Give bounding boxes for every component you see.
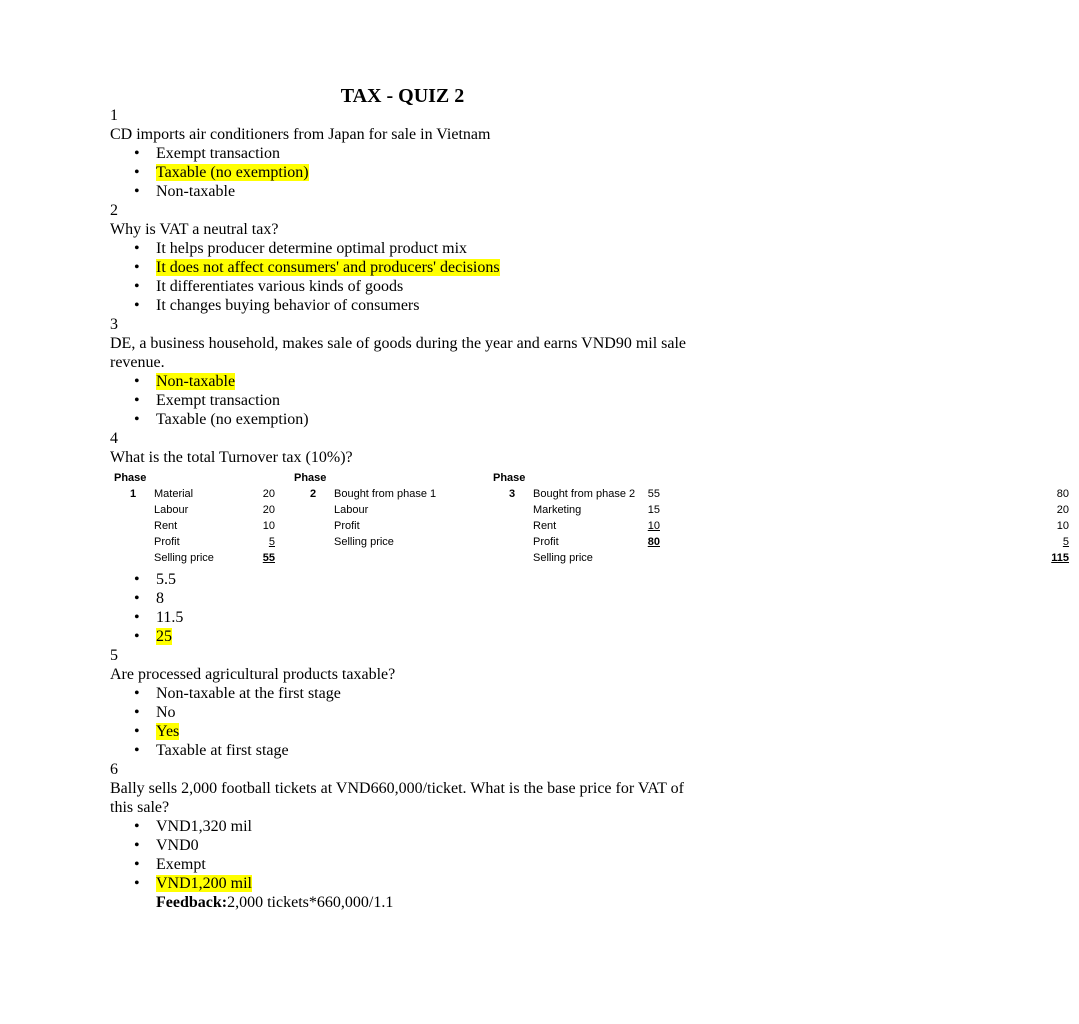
answer-option [110,741,710,760]
answer-option-text: No [156,704,176,721]
answer-option-correct: 25 [156,628,172,645]
phase-row-value: 115 [1051,552,1069,564]
phase-row-label: Profit [533,536,559,548]
answer-option [110,258,710,277]
phase-row-value: 15 [647,504,660,516]
feedback-label: Feedback: [156,894,228,911]
phase-row-value: 80 [647,536,660,548]
answer-options [110,239,710,315]
bullet-icon: • [134,164,140,181]
phase-row-label: Bought from phase 1 [334,488,437,500]
answer-option-text: Exempt transaction [156,392,280,409]
phase-row-value: 20 [262,504,275,516]
answer-option-text: VND1,320 mil [156,818,252,835]
answer-option-text: Taxable at first stage [156,742,289,759]
question-text: Are processed agricultural products taxable? [110,666,396,683]
phase-row [493,486,1079,502]
phase-header: Phase [294,472,327,484]
question-text: CD imports air conditioners from Japan for sale in Vietnam [110,126,491,143]
bullet-icon: • [134,685,140,702]
answer-option [110,144,710,163]
phase-row [493,534,1079,550]
question-text: What is the total Turnover tax (10%)? [110,449,353,466]
phase-row [114,502,285,518]
bullet-icon: • [134,723,140,740]
answer-options [110,817,710,893]
bullet-icon: • [134,297,140,314]
answer-option-text: 11.5 [156,609,184,626]
bullet-icon: • [134,590,140,607]
question-number: 5 [110,647,118,664]
bullet-icon: • [134,818,140,835]
phase-row [493,518,1079,534]
bullet-icon: • [134,609,140,626]
answer-option-text: It changes buying behavior of consumers [156,297,420,314]
answer-option-correct: VND1,200 mil [156,875,252,892]
answer-option [110,277,710,296]
answer-option-correct: Non-taxable [156,373,236,390]
phase-row-label: Selling price [533,552,593,564]
phase-row [493,550,1079,566]
bullet-icon: • [134,628,140,645]
phase-row-label: Selling price [154,552,214,564]
answer-option-text: Exempt transaction [156,145,280,162]
answer-option [110,627,710,646]
phase-row [114,518,285,534]
answer-option-text: It differentiates various kinds of goods [156,278,404,295]
answer-option [110,874,710,893]
phase-header: Phase [493,472,526,484]
page-title: TAX - QUIZ 2 [340,85,465,107]
feedback-text: 2,000 tickets*660,000/1.1 [227,894,394,911]
bullet-icon: • [134,411,140,428]
bullet-icon: • [134,742,140,759]
answer-option [110,163,710,182]
bullet-icon: • [134,571,140,588]
answer-option [110,372,710,391]
phase-row-label: Rent [533,520,557,532]
answer-option-text: Taxable (no exemption) [156,411,309,428]
question-text: DE, a business household, makes sale of goods during the year and earns VND90 mil sale revenue. [110,335,687,371]
answer-option [110,410,710,429]
quiz-content [110,106,1069,912]
answer-option-correct: Taxable (no exemption) [156,164,309,181]
answer-option [110,608,710,627]
bullet-icon: • [134,837,140,854]
bullet-icon: • [134,875,140,892]
phase-row-label: Material [154,488,194,500]
answer-option [110,391,710,410]
bullet-icon: • [134,259,140,276]
bullet-icon: • [134,704,140,721]
phase-row-value: 10 [1056,520,1069,532]
question-number: 4 [110,430,118,447]
phase-row-label: Rent [154,520,178,532]
bullet-icon: • [134,856,140,873]
phase-block-1 [114,470,285,566]
phase-header: Phase [114,472,147,484]
phase-row-label: Labour [154,504,189,516]
answer-option [110,589,710,608]
question-number: 6 [110,761,118,778]
answer-option-text: 8 [156,590,164,607]
phase-number: 1 [130,488,137,500]
phase-table [110,470,1069,566]
phase-row-value: 55 [647,488,660,500]
answer-option [110,684,710,703]
question-number: 3 [110,316,118,333]
phase-row-label: Profit [334,520,360,532]
answer-option [110,855,710,874]
phase-row [114,550,285,566]
answer-option-correct: Yes [156,723,180,740]
phase-row [493,502,1079,518]
question-number: 1 [110,107,118,124]
phase-row-label: Bought from phase 2 [533,488,636,500]
bullet-icon: • [134,392,140,409]
question-number: 2 [110,202,118,219]
answer-option-text: 5.5 [156,571,176,588]
answer-options [110,144,710,201]
phase-row-label: Marketing [533,504,582,516]
phase-row-value: 5 [1062,536,1069,548]
answer-option-text: Non-taxable at the first stage [156,685,341,702]
phase-row [114,534,285,550]
answer-options [110,570,710,646]
phase-row-value: 10 [262,520,275,532]
phase-number: 3 [509,488,516,500]
answer-options [110,684,710,760]
bullet-icon: • [134,278,140,295]
answer-options [110,372,710,429]
feedback-line [110,893,710,912]
phase-row-value: 80 [1056,488,1069,500]
phase-row-label: Profit [154,536,180,548]
phase-block-3 [493,470,1079,566]
phase-row [114,486,285,502]
answer-option-text: It helps producer determine optimal product mix [156,240,468,257]
answer-option [110,296,710,315]
phase-row-value: 20 [262,488,275,500]
bullet-icon: • [134,240,140,257]
bullet-icon: • [134,373,140,390]
answer-option-text: Exempt [156,856,206,873]
answer-option [110,722,710,741]
phase-number: 2 [310,488,317,500]
answer-option [110,817,710,836]
phase-row-value: 20 [1056,504,1069,516]
answer-option-text: Non-taxable [156,183,236,200]
phase-row-value: 10 [647,520,660,532]
answer-option-text: VND0 [156,837,199,854]
answer-option [110,182,710,201]
bullet-icon: • [134,183,140,200]
answer-option [110,239,710,258]
question-text: Why is VAT a neutral tax? [110,221,279,238]
phase-row-value: 5 [268,536,275,548]
question-text: Bally sells 2,000 football tickets at VND660,000/ticket. What is the base price for VAT of this sale? [110,780,684,816]
bullet-icon: • [134,145,140,162]
answer-option-correct: It does not affect consumers' and producers' decisions [156,259,500,276]
phase-row-value: 55 [262,552,275,564]
phase-row-label: Labour [334,504,369,516]
phase-row-label: Selling price [334,536,394,548]
answer-option [110,570,710,589]
answer-option [110,703,710,722]
answer-option [110,836,710,855]
